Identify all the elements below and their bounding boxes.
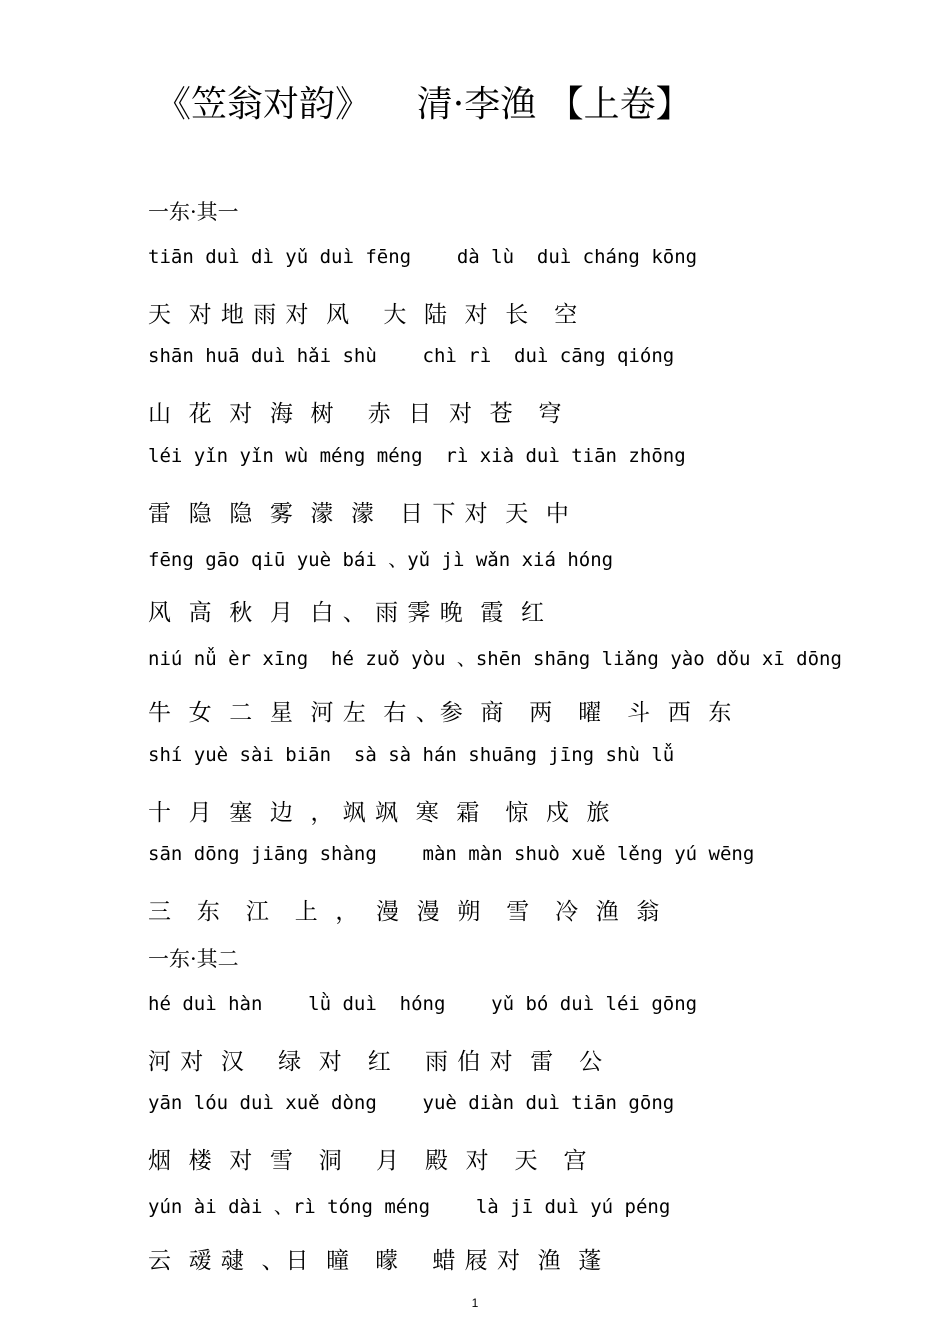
pinyin-line: hé duì hàn lǜ duì hóng yǔ bó duì léi gōng (148, 992, 698, 1015)
hanzi-line: 牛 女 二 星 河 左 右 、参 商 两 曜 斗 西 东 (148, 700, 733, 726)
pinyin-line: shān huā duì hǎi shù chì rì duì cāng qióng (148, 345, 675, 368)
page-number: 1 (471, 1296, 479, 1310)
hanzi-line: 烟 楼 对 雪 洞 月 殿 对 天 宫 (148, 1148, 588, 1175)
section-heading: 一东·其一 (148, 200, 239, 224)
pinyin-line: fēng gāo qiū yuè bái 、yǔ jì wǎn xiá hóng (148, 548, 614, 571)
pinyin-line: tiān duì dì yǔ duì fēng dà lù duì cháng kōng (148, 245, 698, 268)
hanzi-line: 三 东 江 上 ， 漫 漫 朔 雪 冷 渔 翁 (148, 899, 661, 926)
hanzi-line: 山 花 对 海 树 赤 日 对 苍 穹 (148, 401, 563, 428)
hanzi-line: 云 叆 叇 、日 曈 曚 蜡 屐 对 渔 蓬 (148, 1247, 603, 1274)
hanzi-line: 十 月 塞 边 ， 飒 飒 寒 霜 惊 戍 旅 (148, 799, 611, 826)
pinyin-line: yān lóu duì xuě dòng yuè diàn duì tiān gōng (148, 1092, 675, 1115)
page-title: 《笠翁对韵》 清·李渔 【上卷】 (155, 84, 692, 125)
pinyin-line: yún ài dài 、rì tóng méng là jī duì yú péng (148, 1196, 671, 1218)
hanzi-line: 河 对 汉 绿 对 红 雨 伯 对 雷 公 (148, 1048, 604, 1075)
pinyin-line: sān dōng jiāng shàng màn màn shuò xuě lěng yú wēng (148, 843, 755, 866)
hanzi-line: 雷 隐 隐 雾 濛 濛 日 下 对 天 中 (148, 500, 570, 527)
pinyin-line: shí yuè sài biān sà sà hán shuāng jīng shù lǚ (148, 743, 675, 766)
hanzi-line: 天 对 地 雨 对 风 大 陆 对 长 空 (148, 301, 579, 328)
hanzi-line: 风 高 秋 月 白 、 雨 霁 晚 霞 红 (148, 600, 545, 627)
section-heading: 一东·其二 (148, 947, 239, 971)
pinyin-line: niú nǚ èr xīng hé zuǒ yòu 、shēn shāng liǎng yào dǒu xī dōng (148, 648, 842, 671)
pinyin-line: léi yǐn yǐn wù méng méng rì xià duì tiān zhōng (148, 445, 686, 467)
